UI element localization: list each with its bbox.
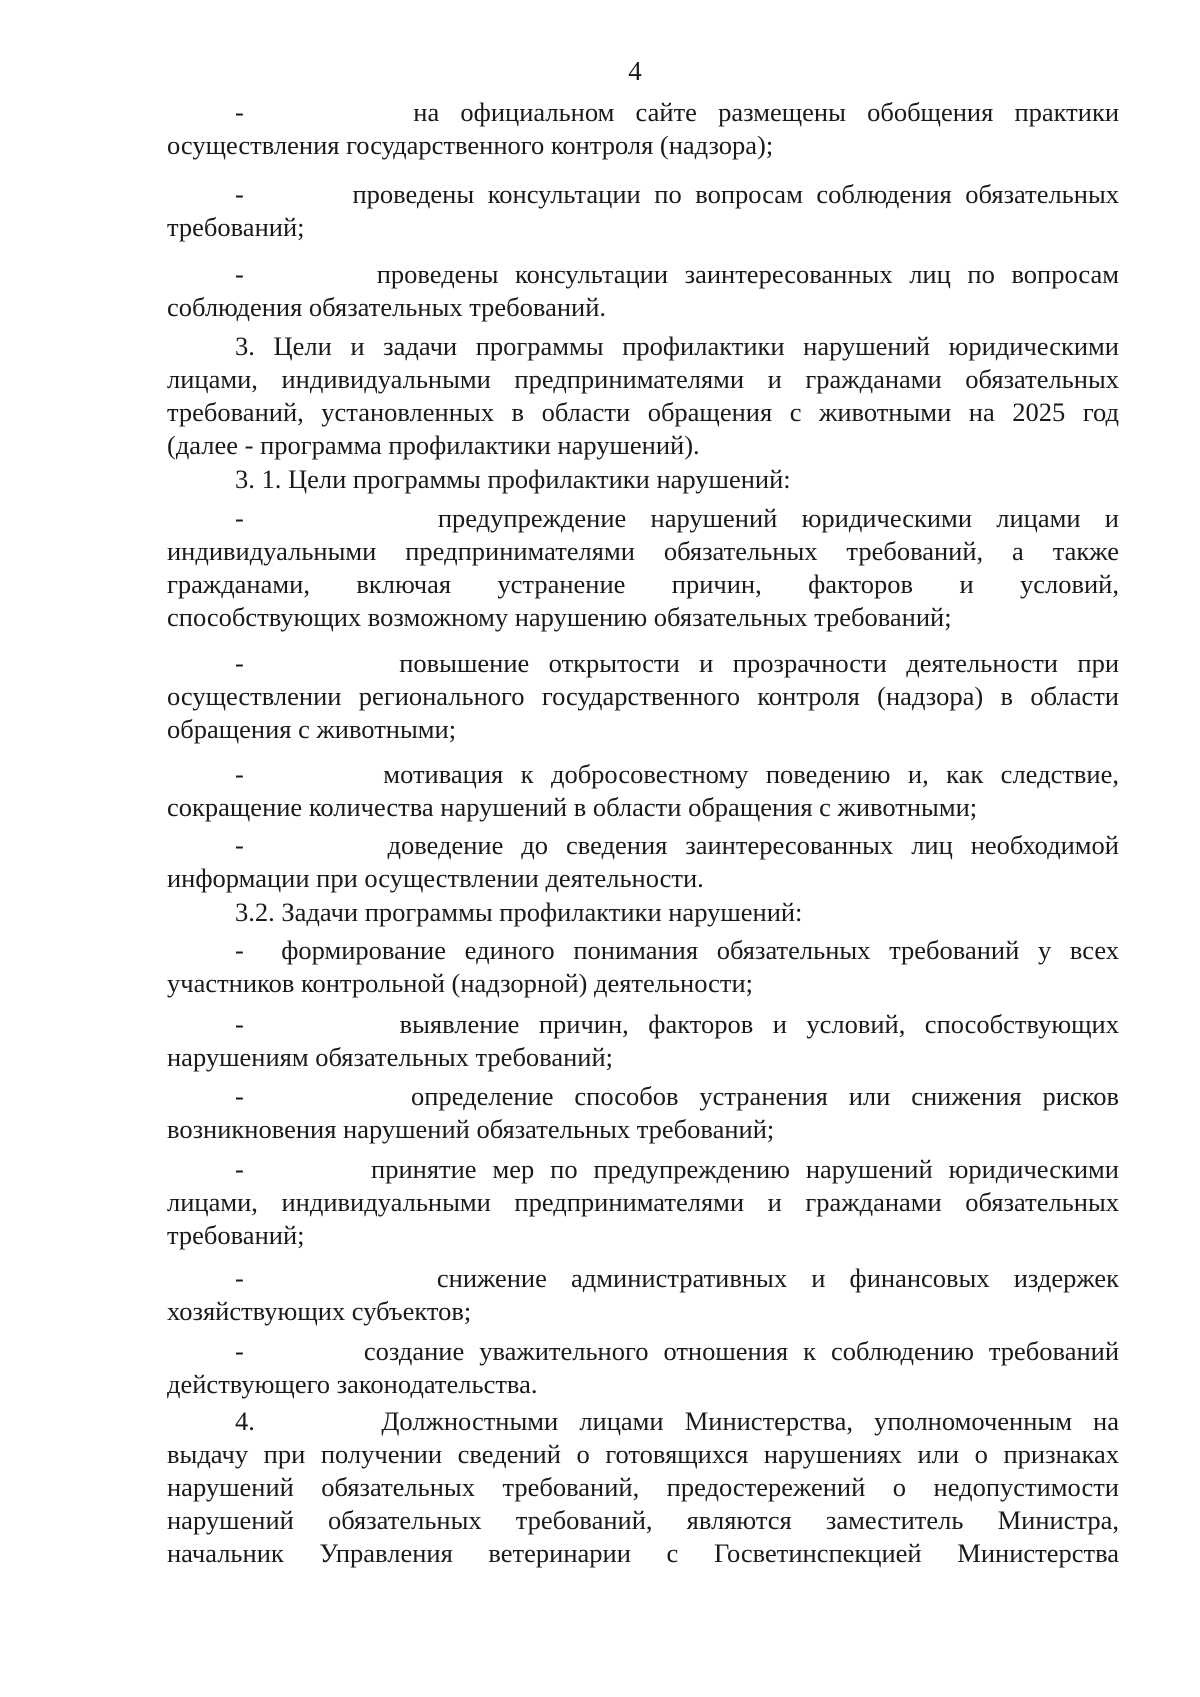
paragraph-line: нарушений обязательных требований, являются заместитель Министра, [167, 1505, 1119, 1535]
paragraph-line: - доведение до сведения заинтересованных лиц необходимой [235, 830, 1119, 860]
paragraph-line: лицами, индивидуальными предпринимателями и гражданами обязательных [167, 364, 1119, 394]
paragraph-goal-2 [167, 647, 1119, 746]
paragraph-line: участников контрольной (надзорной) деятельности; [167, 968, 754, 998]
paragraph-goal-4 [167, 829, 1119, 895]
paragraph-line: соблюдения обязательных требований. [167, 292, 606, 322]
paragraph-line: выдачу при получении сведений о готовящихся нарушениях или о признаках [167, 1439, 1119, 1469]
paragraph-line: действующего законодательства. [167, 1369, 538, 1399]
paragraph-task-3 [167, 1080, 1119, 1146]
paragraph-line: - определение способов устранения или снижения рисков [235, 1081, 1119, 1111]
paragraph-line: - на официальном сайте размещены обобщения практики [235, 97, 1119, 127]
section-4-paragraph [167, 1405, 1119, 1570]
section-3-1-heading [167, 463, 1119, 496]
paragraph-task-5 [167, 1262, 1119, 1328]
section-3-intro [167, 330, 1119, 462]
paragraph-1 [167, 96, 1119, 162]
paragraph-task-1 [167, 934, 1119, 1000]
paragraph-line: возникновения нарушений обязательных требований; [167, 1114, 775, 1144]
paragraph-line: способствующих возможному нарушению обязательных требований; [167, 602, 952, 632]
paragraph-line: требований; [167, 212, 305, 242]
paragraph-line: осуществления государственного контроля (надзора); [167, 130, 774, 160]
paragraph-line: 4. Должностными лицами Министерства, уполномоченным на [235, 1406, 1119, 1436]
paragraph-line: лицами, индивидуальными предпринимателями и гражданами обязательных [167, 1187, 1119, 1217]
paragraph-line: - проведены консультации заинтересованных лиц по вопросам [235, 259, 1119, 289]
paragraph-line: - формирование единого понимания обязательных требований у всех [235, 935, 1119, 965]
paragraph-3 [167, 258, 1119, 324]
paragraph-line: - выявление причин, факторов и условий, способствующих [235, 1009, 1119, 1039]
paragraph-2 [167, 178, 1119, 244]
paragraph-line: - создание уважительного отношения к соблюдению требований [235, 1336, 1119, 1366]
paragraph-line: начальник Управления ветеринарии с Госветинспекцией Министерства [167, 1538, 1119, 1568]
paragraph-goal-3 [167, 758, 1119, 824]
paragraph-line: - мотивация к добросовестному поведению и, как следствие, [235, 759, 1119, 789]
paragraph-task-6 [167, 1335, 1119, 1401]
paragraph-line: 3.2. Задачи программы профилактики нарушений: [235, 897, 803, 927]
paragraph-line: сокращение количества нарушений в области обращения с животными; [167, 792, 978, 822]
paragraph-line: нарушениям обязательных требований; [167, 1042, 614, 1072]
paragraph-task-4 [167, 1153, 1119, 1252]
paragraph-line: гражданами, включая устранение причин, факторов и условий, [167, 569, 1119, 599]
page-number: 4 [628, 56, 642, 86]
paragraph-line: требований; [167, 1220, 305, 1250]
paragraph-line: осуществлении регионального государственного контроля (надзора) в области [167, 681, 1119, 711]
paragraph-line: 3. Цели и задачи программы профилактики нарушений юридическими [235, 331, 1119, 361]
paragraph-line: информации при осуществлении деятельности. [167, 863, 704, 893]
paragraph-task-2 [167, 1008, 1119, 1074]
paragraph-goal-1 [167, 502, 1119, 634]
section-3-2-heading [167, 896, 1119, 929]
paragraph-line: - принятие мер по предупреждению нарушений юридическими [235, 1154, 1119, 1184]
paragraph-line: индивидуальными предпринимателями обязательных требований, а также [167, 536, 1119, 566]
paragraph-line: - повышение открытости и прозрачности деятельности при [235, 648, 1119, 678]
paragraph-line: 3. 1. Цели программы профилактики нарушений: [235, 464, 791, 494]
paragraph-line: - предупреждение нарушений юридическими лицами и [235, 503, 1119, 533]
paragraph-line: - проведены консультации по вопросам соблюдения обязательных [235, 179, 1119, 209]
paragraph-line: - снижение административных и финансовых издержек [235, 1263, 1119, 1293]
paragraph-line: обращения с животными; [167, 714, 457, 744]
paragraph-line: (далее - программа профилактики нарушений). [167, 430, 700, 460]
paragraph-line: нарушений обязательных требований, предостережений о недопустимости [167, 1472, 1119, 1502]
paragraph-line: хозяйствующих субъектов; [167, 1296, 472, 1326]
paragraph-line: требований, установленных в области обращения с животными на 2025 год [167, 397, 1119, 427]
